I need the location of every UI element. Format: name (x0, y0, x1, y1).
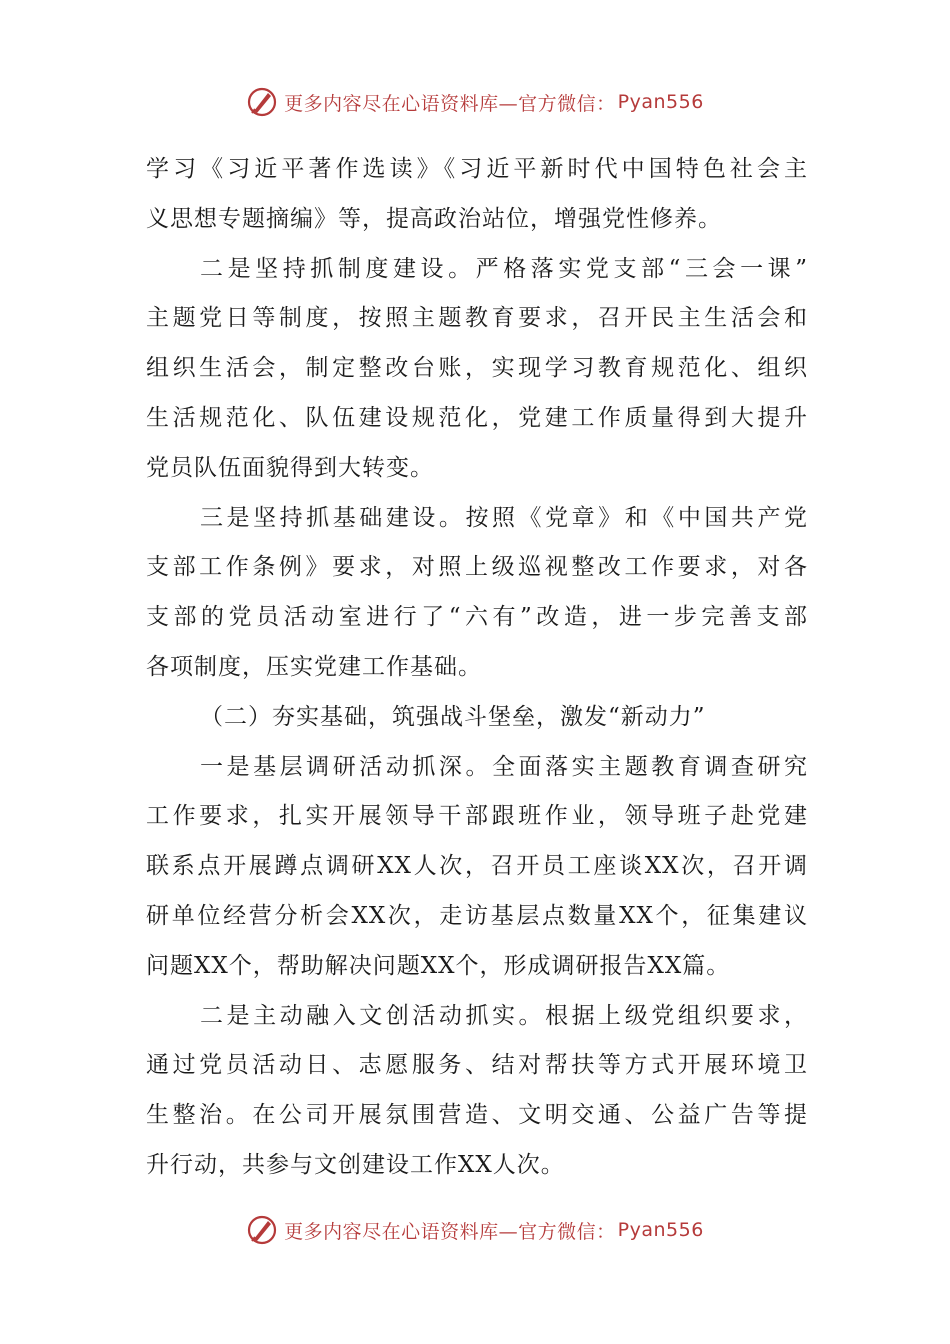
text-line: 一是基层调研活动抓深。全面落实主题教育调查研究 (200, 753, 808, 780)
text-line: 问题XX个，帮助解决问题XX个，形成调研报告XX篇。 (146, 952, 731, 979)
text-line: 义思想专题摘编》等，提高政治站位，增强党性修养。 (146, 205, 722, 232)
watermark-wechat-id: Pyan556 (617, 91, 704, 113)
text-line: 组织生活会，制定整改台账，实现学习教育规范化、组织 (146, 355, 808, 382)
text-line: 各项制度，压实党建工作基础。 (146, 653, 482, 680)
watermark-banner-top (0, 82, 950, 122)
text-line: 三是坚持抓基础建设。按照《党章》和《中国共产党 (200, 504, 808, 531)
text-line: 支部的党员活动室进行了“六有”改造，进一步完善支部 (146, 604, 808, 631)
text-line: 联系点开展蹲点调研XX人次，召开员工座谈XX次，召开调 (146, 853, 808, 880)
body-text (146, 145, 808, 1191)
watermark-site-text: 更多内容尽在心语资料库—官方微信： (284, 1220, 616, 1243)
quill-pen-circle-icon (246, 86, 278, 118)
text-line: 党员队伍面貌得到大转变。 (146, 454, 434, 481)
section-heading: （二）夯实基础，筑强战斗堡垒，激发“新动力” (200, 703, 706, 730)
text-line: 主题党日等制度，按照主题教育要求，召开民主生活会和 (146, 305, 808, 332)
quill-pen-circle-icon (246, 1214, 278, 1246)
text-line: 生活规范化、队伍建设规范化，党建工作质量得到大提升 (146, 404, 808, 431)
watermark-site-text: 更多内容尽在心语资料库—官方微信： (284, 92, 616, 115)
text-line: 支部工作条例》要求，对照上级巡视整改工作要求，对各 (146, 554, 808, 581)
text-line: 二是主动融入文创活动抓实。根据上级党组织要求， (200, 1002, 808, 1029)
text-line: 工作要求，扎实开展领导干部跟班作业，领导班子赴党建 (146, 803, 808, 830)
text-line: 学习《习近平著作选读》《习近平新时代中国特色社会主 (146, 156, 808, 182)
text-line: 升行动，共参与文创建设工作XX人次。 (146, 1151, 565, 1178)
watermark-banner-bottom (0, 1210, 950, 1250)
text-line: 研单位经营分析会XX次，走访基层点数量XX个，征集建议 (146, 902, 808, 929)
watermark-wechat-id: Pyan556 (617, 1219, 704, 1241)
text-line: 通过党员活动日、志愿服务、结对帮扶等方式开展环境卫 (146, 1052, 808, 1079)
text-line: 生整治。在公司开展氛围营造、文明交通、公益广告等提 (146, 1102, 808, 1129)
text-line: 二是坚持抓制度建设。严格落实党支部“三会一课” (200, 255, 808, 282)
